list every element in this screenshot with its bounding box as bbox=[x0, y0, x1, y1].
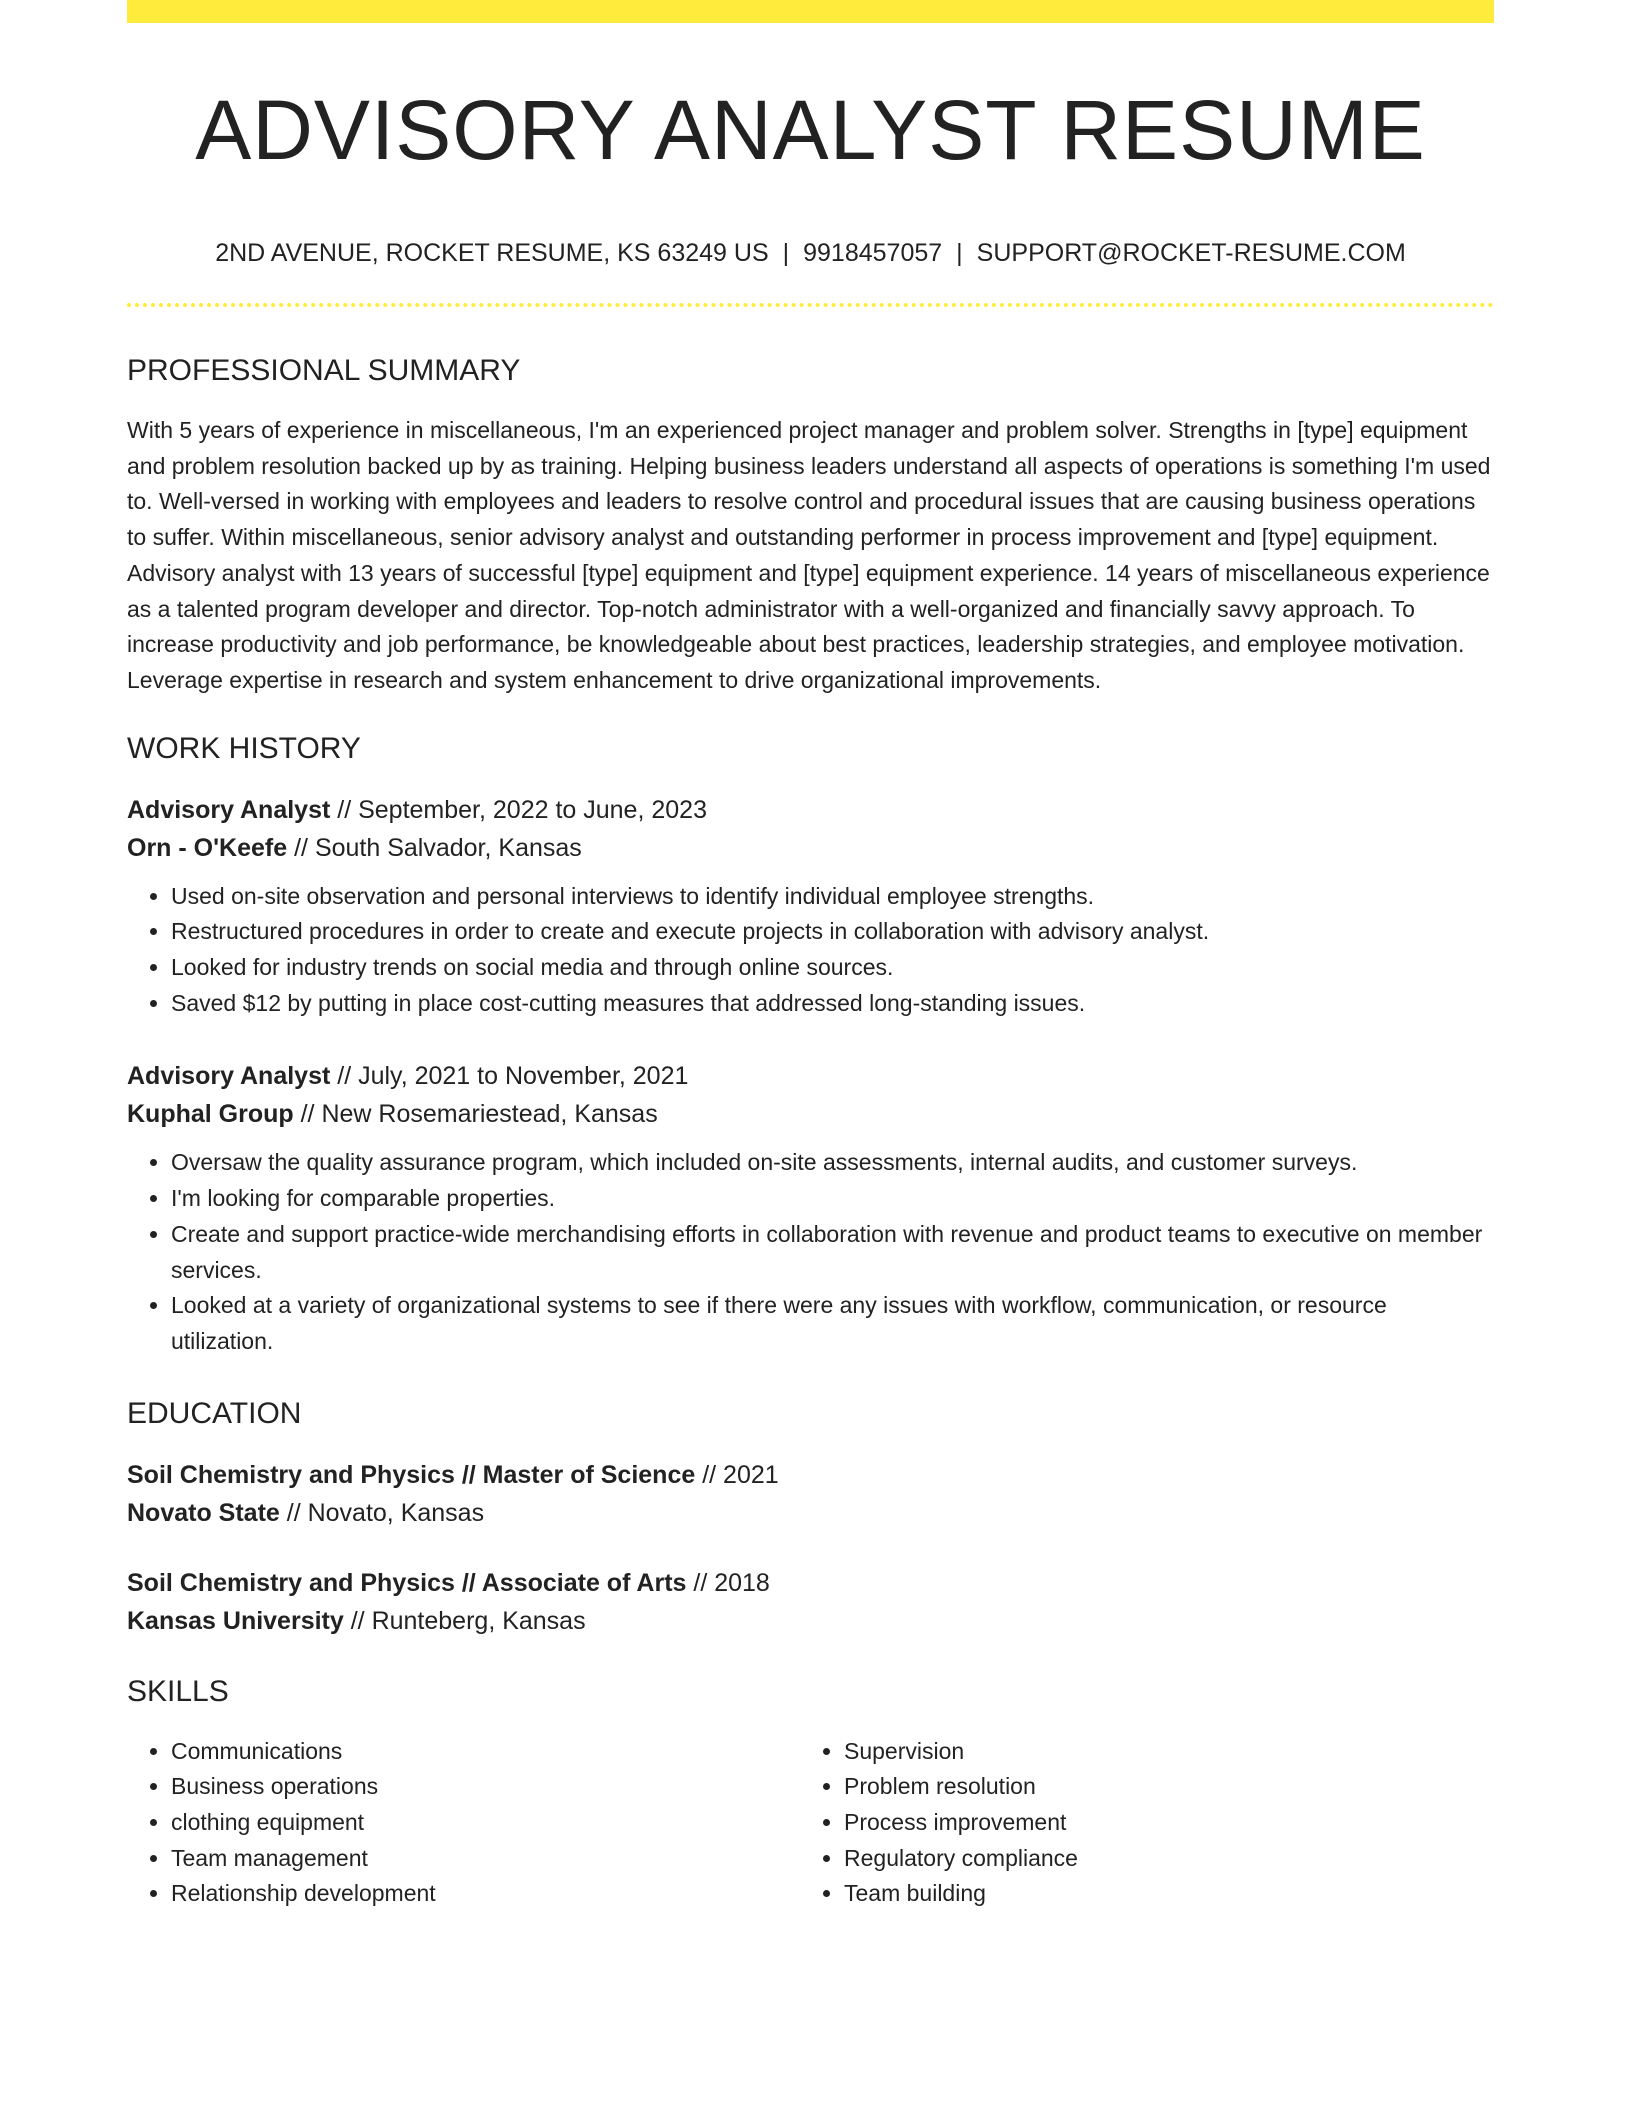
job-bullet: • Create and support practice-wide merchandising efforts in collaboration with revenue and product teams to executive on member services. bbox=[171, 1217, 1494, 1288]
education-entry bbox=[127, 1564, 1494, 1640]
resume-title: ADVISORY ANALYST RESUME bbox=[195, 83, 1426, 177]
job-title-line bbox=[127, 791, 1494, 829]
education-degree-line bbox=[127, 1456, 1494, 1494]
skill-item: • Problem resolution bbox=[844, 1769, 1473, 1805]
job-bullet: • Used on-site observation and personal interviews to identify individual employee strengths. bbox=[171, 879, 1494, 915]
summary-heading: PROFESSIONAL SUMMARY bbox=[127, 354, 521, 387]
job-bullets bbox=[127, 879, 1494, 1022]
job-role: Advisory Analyst bbox=[127, 1062, 331, 1091]
education-heading: EDUCATION bbox=[127, 1396, 302, 1430]
skills-column-right bbox=[800, 1734, 1473, 1913]
education-school-line bbox=[127, 1602, 1494, 1640]
education-entry bbox=[127, 1456, 1494, 1532]
skill-item: • Business operations bbox=[171, 1769, 800, 1805]
job-company: Kuphal Group bbox=[127, 1100, 294, 1129]
education-year: // 2021 bbox=[695, 1460, 779, 1489]
job-entry bbox=[127, 1057, 1494, 1359]
job-title-line bbox=[127, 1057, 1494, 1095]
skill-item: • Relationship development bbox=[171, 1876, 800, 1912]
job-bullets bbox=[127, 1145, 1494, 1359]
summary-text: With 5 years of experience in miscellaneous, I'm an experienced project manager and problem solver. Strengths in [type] equipment and problem resolution backed up by as training. Helping business leaders understand all aspects of operations is something I'm used to. Well-versed in working with employees and leaders to resolve control and procedural issues that are causing business operations to suffer. Within miscellaneous, senior advisory analyst and outstanding performer in process improvement and [type] equipment. Advisory analyst with 13 years of successful [type] equipment and [type] equipment experience. 14 years of miscellaneous experience as a talented program developer and director. Top-notch administrator with a well-organized and financially savvy approach. To increase productivity and job performance, be knowledgeable about best practices, leadership strategies, and employee motivation. Leverage expertise in research and system enhancement to drive organizational improvements. bbox=[127, 417, 1491, 693]
job-dates: // July, 2021 to November, 2021 bbox=[330, 1062, 689, 1091]
job-location: // New Rosemariestead, Kansas bbox=[293, 1100, 658, 1129]
job-bullet: • I'm looking for comparable properties. bbox=[171, 1181, 1494, 1217]
job-dates: // September, 2022 to June, 2023 bbox=[330, 795, 707, 824]
dotted-divider bbox=[127, 303, 1494, 307]
skills-heading: SKILLS bbox=[127, 1674, 229, 1708]
work-history-heading: WORK HISTORY bbox=[127, 731, 361, 765]
skill-item: • clothing equipment bbox=[171, 1805, 800, 1841]
job-bullet: • Restructured procedures in order to create and execute projects in collaboration with advisory analyst. bbox=[171, 914, 1494, 950]
job-entry bbox=[127, 791, 1494, 1022]
education-degree-line bbox=[127, 1564, 1494, 1602]
contact-phone: 9918457057 bbox=[803, 239, 943, 267]
job-bullet: • Looked for industry trends on social media and through online sources. bbox=[171, 950, 1494, 986]
education-school-line bbox=[127, 1494, 1494, 1532]
job-company-line bbox=[127, 1095, 1494, 1133]
skill-item: • Process improvement bbox=[844, 1805, 1473, 1841]
contact-line bbox=[127, 237, 1494, 269]
skill-item: • Communications bbox=[171, 1734, 800, 1770]
education-school: Kansas University bbox=[127, 1606, 344, 1635]
job-role: Advisory Analyst bbox=[127, 795, 331, 824]
job-company: Orn - O'Keefe bbox=[127, 833, 288, 862]
resume-content bbox=[127, 0, 1494, 1912]
education-location: // Runteberg, Kansas bbox=[343, 1606, 586, 1635]
contact-separator: | bbox=[782, 239, 790, 267]
education-location: // Novato, Kansas bbox=[279, 1498, 485, 1527]
job-company-line bbox=[127, 829, 1494, 867]
contact-email: SUPPORT@ROCKET-RESUME.COM bbox=[976, 239, 1406, 267]
education-degree: Soil Chemistry and Physics // Master of Science bbox=[127, 1460, 696, 1489]
job-location: // South Salvador, Kansas bbox=[287, 833, 582, 862]
skill-item: • Regulatory compliance bbox=[844, 1841, 1473, 1877]
contact-address: 2ND AVENUE, ROCKET RESUME, KS 63249 US bbox=[215, 239, 769, 267]
job-bullet: • Looked at a variety of organizational systems to see if there were any issues with workflow, communication, or resource utilization. bbox=[171, 1288, 1494, 1359]
education-year: // 2018 bbox=[686, 1568, 770, 1597]
education-school: Novato State bbox=[127, 1498, 280, 1527]
education-degree: Soil Chemistry and Physics // Associate of Arts bbox=[127, 1568, 687, 1597]
skill-item: • Supervision bbox=[844, 1734, 1473, 1770]
skill-item: • Team building bbox=[844, 1876, 1473, 1912]
contact-separator: | bbox=[956, 239, 963, 267]
job-bullet: • Saved $12 by putting in place cost-cutting measures that addressed long-standing issues. bbox=[171, 986, 1494, 1022]
skill-item: • Team management bbox=[171, 1841, 800, 1877]
job-bullet: • Oversaw the quality assurance program, which included on-site assessments, internal audits, and customer surveys. bbox=[171, 1145, 1494, 1181]
skills-grid bbox=[127, 1734, 1494, 1913]
skills-column-left bbox=[127, 1734, 800, 1913]
